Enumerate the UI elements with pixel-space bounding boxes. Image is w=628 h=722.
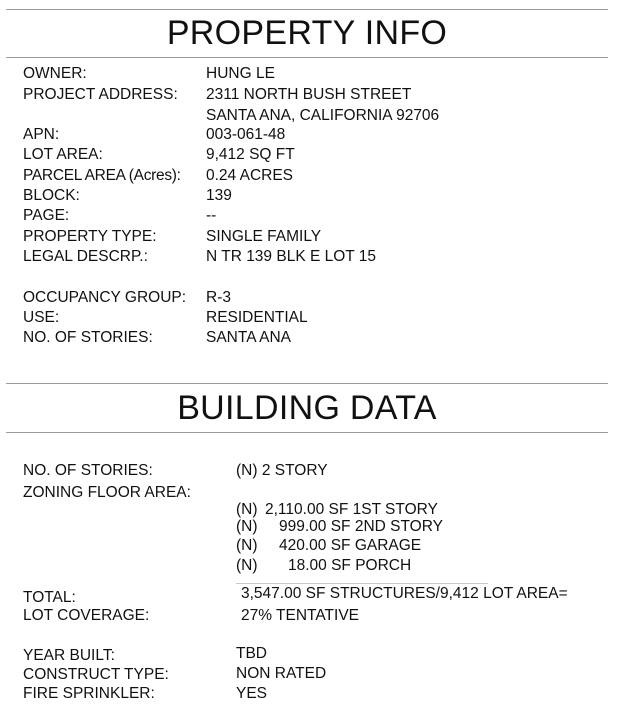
lot-area-label: LOT AREA:: [23, 146, 103, 163]
area-porch-value: 18.00 SF PORCH: [288, 557, 412, 574]
construct-type-value: NON RATED: [236, 665, 327, 682]
building-data-title: BUILDING DATA: [177, 389, 437, 427]
project-address-value: 2311 NORTH BUSH STREET: [206, 86, 412, 103]
area-garage-value: 420.00 SF GARAGE: [279, 537, 422, 554]
area-porch-tag: (N): [236, 557, 258, 574]
occupancy-group-value: R-3: [206, 289, 231, 306]
top-divider: [6, 9, 608, 10]
legal-description-value: N TR 139 BLK E LOT 15: [206, 248, 377, 265]
area-second-story-tag: (N): [236, 518, 258, 535]
lot-coverage-value: 27% TENTATIVE: [241, 607, 360, 624]
use-value: RESIDENTIAL: [206, 309, 308, 326]
property-info-divider: [6, 57, 608, 58]
zoning-floor-area-label: ZONING FLOOR AREA:: [23, 484, 191, 501]
use-label: USE:: [23, 309, 60, 326]
area-garage-tag: (N): [236, 537, 258, 554]
year-built-label: YEAR BUILT:: [23, 647, 115, 664]
property-info-title: PROPERTY INFO: [166, 14, 448, 52]
building-stories-label: NO. OF STORIES:: [23, 462, 153, 479]
area-second-story-value: 999.00 SF 2ND STORY: [279, 518, 443, 535]
project-address-city-value: SANTA ANA, CALIFORNIA 92706: [206, 107, 440, 124]
page-label: PAGE:: [23, 207, 70, 224]
block-value: 139: [206, 187, 232, 204]
building-stories-value: (N) 2 STORY: [236, 462, 328, 479]
lot-area-value: 9,412 SQ FT: [206, 146, 295, 163]
building-data-top-divider: [6, 383, 608, 384]
apn-value: 003-061-48: [206, 126, 286, 143]
construct-type-label: CONSTRUCT TYPE:: [23, 666, 169, 683]
lot-coverage-label: LOT COVERAGE:: [23, 607, 150, 624]
property-type-value: SINGLE FAMILY: [206, 228, 322, 245]
property-stories-label: NO. OF STORIES:: [23, 329, 153, 346]
project-address-label: PROJECT ADDRESS:: [23, 86, 178, 103]
area-first-story-tag: (N): [236, 501, 258, 518]
year-built-value: TBD: [236, 645, 267, 662]
area-first-story-value: 2,110.00 SF 1ST STORY: [265, 501, 438, 518]
apn-label: APN:: [23, 126, 60, 143]
building-data-divider: [6, 432, 608, 433]
fire-sprinkler-label: FIRE SPRINKLER:: [23, 685, 155, 702]
property-type-label: PROPERTY TYPE:: [23, 228, 157, 245]
page-value: --: [206, 207, 217, 224]
occupancy-group-label: OCCUPANCY GROUP:: [23, 289, 187, 306]
fire-sprinkler-value: YES: [236, 685, 268, 702]
property-stories-value: SANTA ANA: [206, 329, 291, 346]
total-underline: [236, 583, 488, 584]
legal-description-label: LEGAL DESCRP.:: [23, 248, 148, 265]
total-value: 3,547.00 SF STRUCTURES/9,412 LOT AREA=: [241, 585, 568, 602]
block-label: BLOCK:: [23, 187, 80, 204]
total-label: TOTAL:: [23, 589, 76, 606]
parcel-area-value: 0.24 ACRES: [206, 167, 294, 184]
owner-value: HUNG LE: [206, 65, 275, 82]
parcel-area-label: PARCEL AREA (Acres):: [23, 167, 181, 184]
owner-label: OWNER:: [23, 65, 87, 82]
